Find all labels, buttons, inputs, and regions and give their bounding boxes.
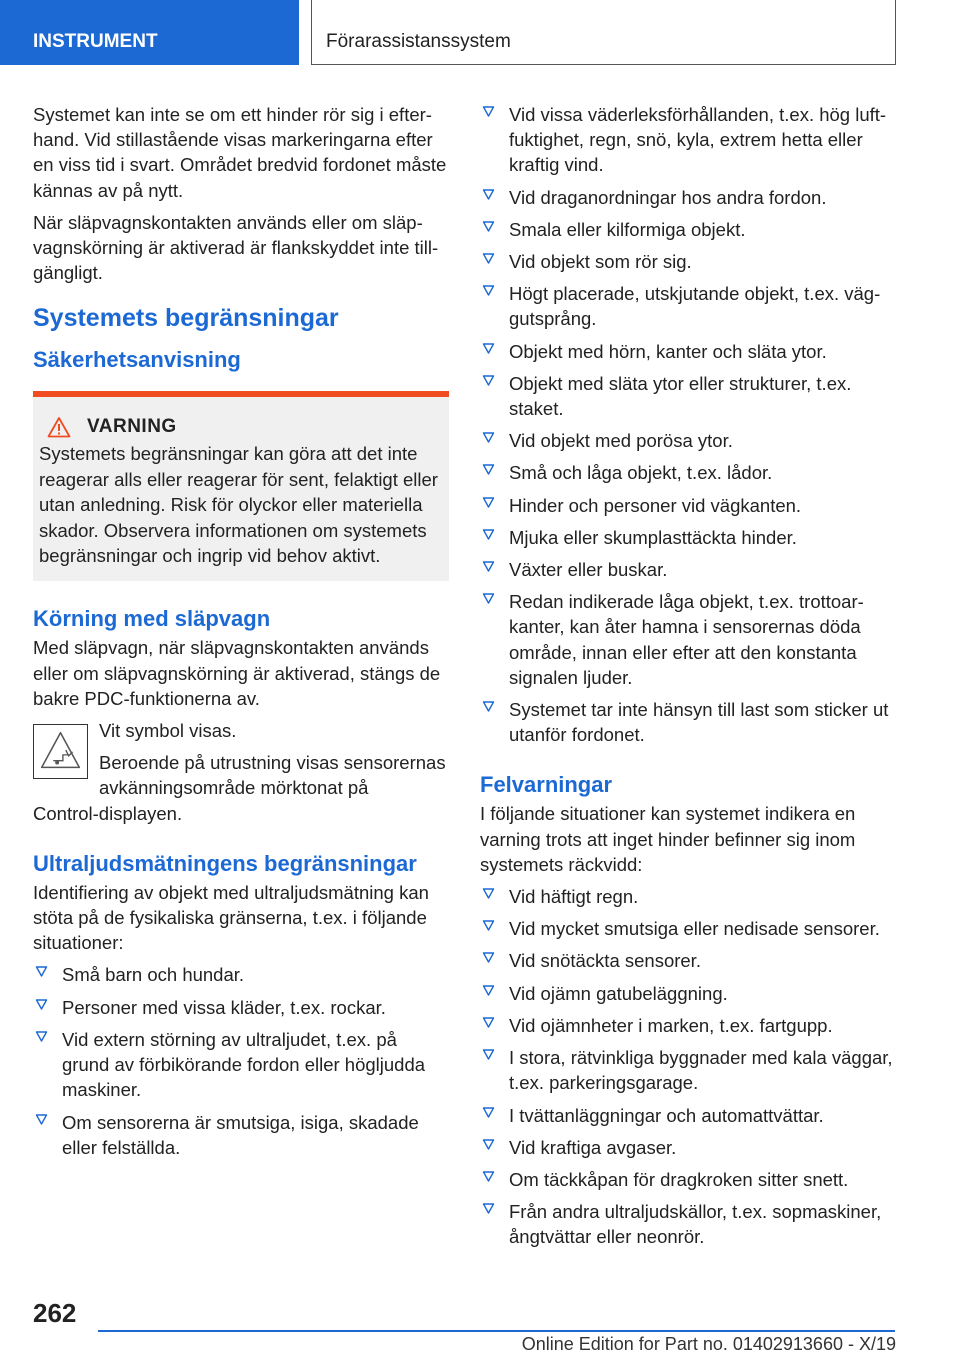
limitation-list [480,102,896,747]
left-column [33,102,449,1167]
trailer-symbol-icon [33,724,88,779]
triangle-bullet-icon [482,1048,495,1061]
list-item: Systemet tar inte hänsyn till last som sticker ut utanför fordonet. [480,697,896,747]
false-warnings-title: Felvarningar [480,772,613,798]
list-item: Växter eller buskar. [480,557,896,582]
warning-triangle-icon [47,416,71,438]
warning-title: VARNING [87,416,177,438]
triangle-bullet-icon [482,1016,495,1029]
header-section: INSTRUMENT [0,0,299,65]
triangle-bullet-icon [35,998,48,1011]
list-item: Vid vissa väderleksförhållanden, t.ex. hög luftfuktighet, regn, snö, kyla, extrem hetta eller kraftig vind. [480,102,896,178]
list-item: Vid kraftiga avgaser. [480,1135,896,1160]
triangle-bullet-icon [482,700,495,713]
triangle-bullet-icon [482,951,495,964]
triangle-bullet-icon [482,496,495,509]
ultrasound-text: Identifiering av objekt med ultraljudsmätning kan stöta på de fysikaliska gränserna, t.ex. i följande situationer: [33,881,429,954]
list-item: Vid snötäckta sensorer. [480,948,896,973]
triangle-bullet-icon [35,1113,48,1126]
list-item: Vid häftigt regn. [480,884,896,909]
warning-box [33,391,449,581]
triangle-bullet-icon [482,220,495,233]
symbol-text-line: Control-displayen. [33,802,183,824]
warning-text: Systemets begränsningar kan göra att det inte reagerar alls eller reagerar för sent, felaktigt eller utan anledning. Risk för olyckor eller materiella skador. Observera informationen om systemets begränsningar och ingrip vid behov aktivt. [39,443,438,567]
subsection-title: Säkerhetsanvisning [33,347,241,373]
false-warnings-list [480,884,896,1249]
triangle-bullet-icon [482,887,495,900]
list-item: Smala eller kilformiga objekt. [480,217,896,242]
triangle-bullet-icon [482,919,495,932]
symbol-text-line: Vit symbol visas. [99,720,237,742]
triangle-bullet-icon [482,284,495,297]
footer-edition: Online Edition for Part no. 01402913660 - X/19 [521,1334,896,1354]
list-item: Från andra ultraljudskällor, t.ex. sopmaskiner, ångtvättar eller neonrör. [480,1199,896,1249]
list-item: Om sensorerna är smutsiga, isiga, skadade eller felställda. [33,1110,449,1160]
list-item: Vid mycket smutsiga eller nedisade sensorer. [480,916,896,941]
trailer-symbol-block [33,718,449,801]
list-item: Om täckkåpan för dragkroken sitter snett. [480,1167,896,1192]
triangle-bullet-icon [482,984,495,997]
triangle-bullet-icon [482,105,495,118]
false-warnings-text: I följande situationer kan systemet indikera en varning trots att inget hinder befinner sig inom systemets räckvidd: [480,803,856,875]
list-item: Små barn och hundar. [33,962,449,987]
intro-paragraph: Systemet kan inte se om ett hinder rör sig i efterhand. Vid stillastående visas markeringarna efter en viss tid i svart. Området bredvid fordonet måste kännas av på nytt. [33,104,447,201]
triangle-bullet-icon [35,1030,48,1043]
triangle-bullet-icon [482,463,495,476]
triangle-bullet-icon [482,528,495,541]
section-title: Systemets begränsningar [33,304,339,333]
triangle-bullet-icon [482,592,495,605]
list-item: Vid draganordningar hos andra fordon. [480,185,896,210]
page-number: 262 [33,1298,77,1328]
list-item: Vid objekt med porösa ytor. [480,428,896,453]
footer-divider [98,1330,895,1332]
list-item: Personer med vissa kläder, t.ex. rockar. [33,995,449,1020]
triangle-bullet-icon [482,342,495,355]
list-item: Vid ojämnheter i marken, t.ex. fartgupp. [480,1013,896,1038]
right-column [480,102,896,1257]
list-item: Vid ojämn gatubeläggning. [480,981,896,1006]
triangle-bullet-icon [482,188,495,201]
triangle-bullet-icon [482,252,495,265]
trailer-section [33,603,449,825]
list-item: Vid extern störning av ultraljudet, t.ex. på grund av förbikörande fordon eller högljudda maskiner. [33,1027,449,1103]
ultrasound-section [33,848,449,1160]
trailer-text: Med släpvagn, när släpvagnskontakten används eller om släpvagnskörning är aktiverad, stängs de bakre PDC-funktionerna av. [33,637,441,709]
symbol-text-line: Beroende på utrustning visas sensorernas avkänningsområde mörktonat på [99,752,446,799]
list-item: Objekt med hörn, kanter och släta ytor. [480,339,896,364]
list-item: Små och låga objekt, t.ex. lådor. [480,460,896,485]
list-item: Hinder och personer vid vägkanten. [480,493,896,518]
triangle-bullet-icon [482,374,495,387]
ultrasound-title: Ultraljudsmätningens begränsningar [33,850,417,876]
triangle-bullet-icon [482,431,495,444]
list-item: Objekt med släta ytor eller strukturer, t.ex. staket. [480,371,896,421]
list-item: Vid objekt som rör sig. [480,249,896,274]
triangle-bullet-icon [482,1138,495,1151]
intro-paragraph: När släpvagnskontakten används eller om släpvagnskörning är aktiverad är flankskyddet inte tillgängligt. [33,211,439,284]
triangle-bullet-icon [35,965,48,978]
triangle-bullet-icon [482,1106,495,1119]
false-warnings-section [480,769,896,1249]
list-item: Mjuka eller skumplasttäckta hinder. [480,525,896,550]
triangle-bullet-icon [482,1202,495,1215]
list-item: I tvättanläggningar och automattvättar. [480,1103,896,1128]
header-title: Förarassistanssystem [311,0,896,65]
list-item: Redan indikerade låga objekt, t.ex. trottoarkanter, kan åter hamna i sensorernas döda område, innan eller efter att den konstanta signalen ljuder. [480,589,896,690]
list-item: I stora, rätvinkliga byggnader med kala väggar, t.ex. parkeringsgarage. [480,1045,896,1095]
list-item: Högt placerade, utskjutande objekt, t.ex. väggutsprång. [480,281,896,331]
triangle-bullet-icon [482,1170,495,1183]
trailer-title: Körning med släpvagn [33,606,271,632]
ultrasound-list [33,962,449,1159]
triangle-bullet-icon [482,560,495,573]
